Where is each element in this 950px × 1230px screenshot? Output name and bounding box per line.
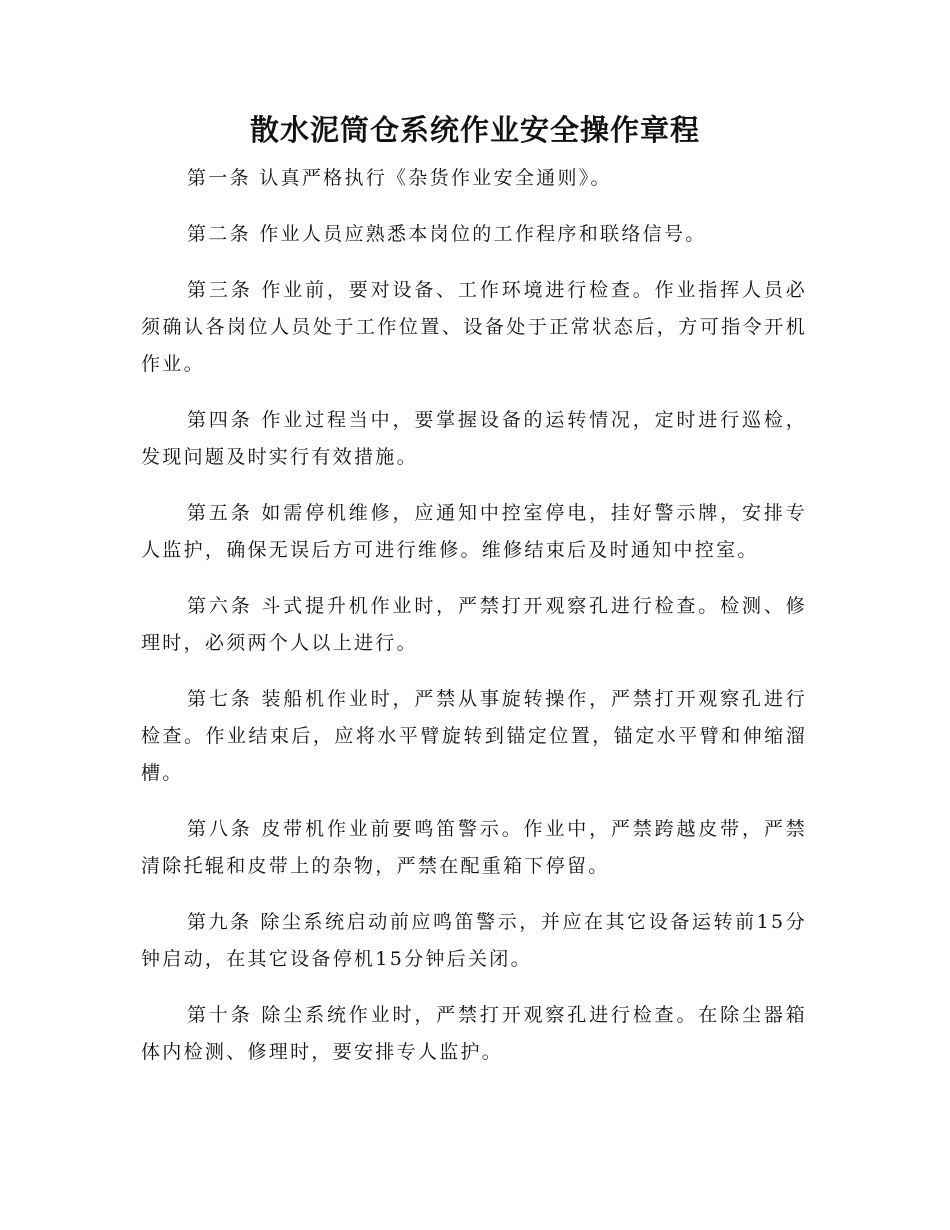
- article-5: 第五条 如需停机维修，应通知中控室停电，挂好警示牌，安排专人监护，确保无误后方可进行维修。维修结束后及时通知中控室。: [141, 502, 807, 561]
- article-8: 第八条 皮带机作业前要鸣笛警示。作业中，严禁跨越皮带，严禁清除托辊和皮带上的杂物，严禁在配重箱下停留。: [141, 818, 807, 877]
- article-4: 第四条 作业过程当中，要掌握设备的运转情况，定时进行巡检，发现问题及时实行有效措施。: [141, 409, 807, 468]
- article-10: 第十条 除尘系统作业时，严禁打开观察孔进行检查。在除尘器箱体内检测、修理时，要安排专人监护。: [141, 1004, 807, 1063]
- article-2: 第二条 作业人员应熟悉本岗位的工作程序和联络信号。: [187, 223, 707, 245]
- article-3: 第三条 作业前，要对设备、工作环境进行检查。作业指挥人员必须确认各岗位人员处于工作位置、设备处于正常状态后，方可指令开机作业。: [141, 279, 807, 375]
- article-6: 第六条 斗式提升机作业时，严禁打开观察孔进行检查。检测、修理时，必须两个人以上进行。: [141, 595, 807, 654]
- document-body: [141, 160, 807, 1090]
- document-title: 散水泥筒仓系统作业安全操作章程: [249, 113, 700, 147]
- article-1: 第一条 认真严格执行《杂货作业安全通则》。: [187, 167, 612, 189]
- article-7: 第七条 装船机作业时，严禁从事旋转操作，严禁打开观察孔进行检查。作业结束后，应将水平臂旋转到锚定位置，锚定水平臂和伸缩溜槽。: [141, 688, 807, 784]
- article-9: 第九条 除尘系统启动前应鸣笛警示，并应在其它设备运转前15分钟启动，在其它设备停机15分钟后关闭。: [141, 911, 807, 970]
